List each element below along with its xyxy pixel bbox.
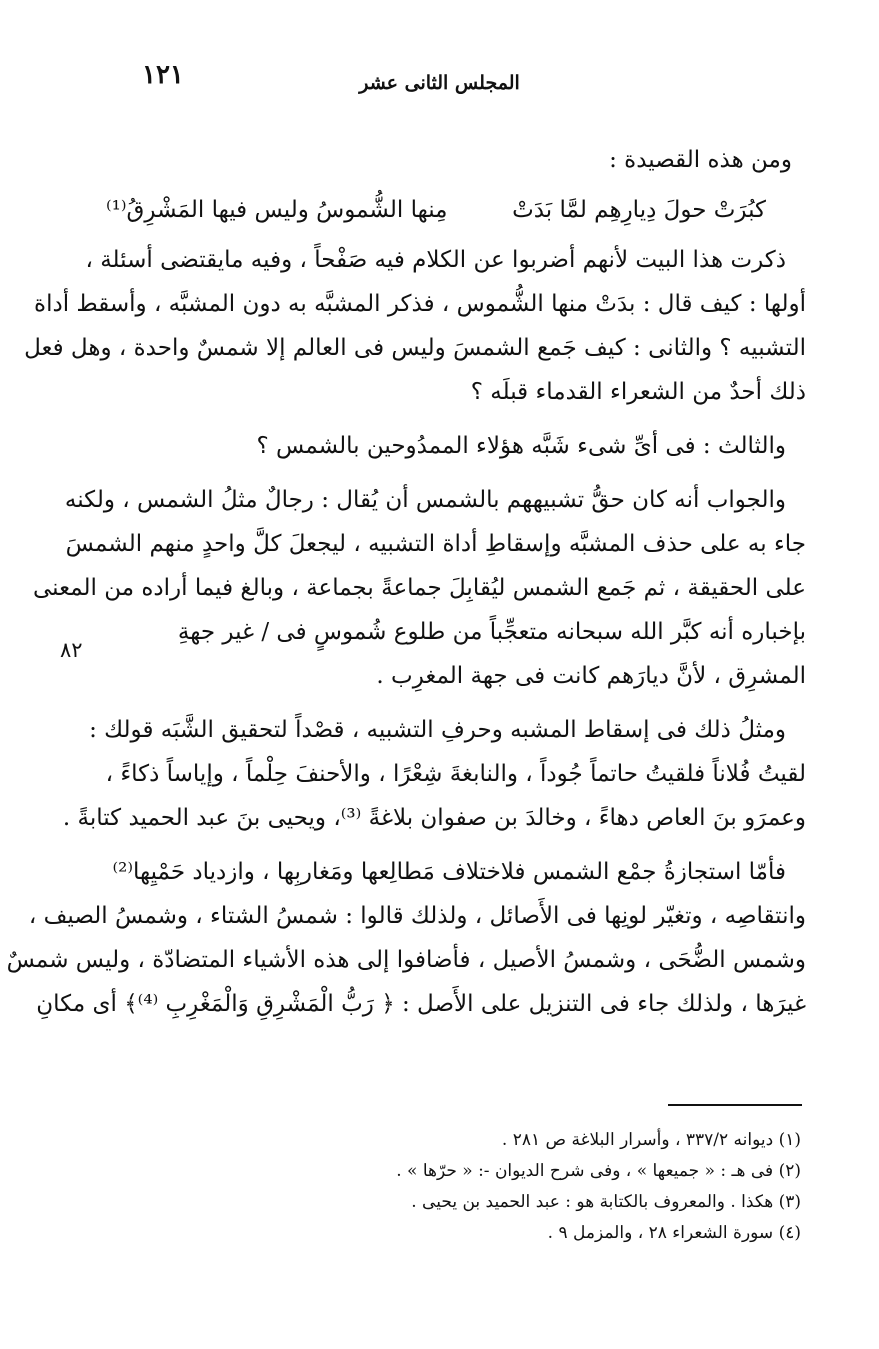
poem-verse: [106, 188, 806, 234]
text-line: التشبيه ؟ والثانى : كيف جَمع الشمسَ وليس فى العالم إلا شمسٌ واحدة ، وهل فعل: [24, 335, 806, 361]
running-title: المجلس الثانى عشر: [359, 72, 520, 94]
footnote-divider: [668, 1104, 802, 1106]
margin-page-number: ٨٢: [60, 638, 83, 662]
text-line: أولها : كيف قال : بدَتْ منها الشُّموس ، فذكر المشبَّه به دون المشبَّه ، وأسقط أداة: [34, 291, 806, 317]
footnote: (٣) هكذا . والمعروف بالكتابة هو : عبد الحميد بن يحيى .: [411, 1192, 801, 1212]
verse-second-hemistich: مِنها الشُّموسُ وليس فيها المَشْرِقُ⁽¹⁾: [106, 197, 448, 223]
verse-first-hemistich: كبُرَتْ حولَ دِيارِهِم لمَّا بَدَتْ: [512, 197, 766, 223]
text-line: وانتقاصِه ، وتغيّر لونِها فى الأَصائل ، ولذلك قالوا : شمسُ الشتاء ، وشمسُ الصيف ،: [28, 903, 806, 929]
text-line: بإخباره أنه كبَّر الله سبحانه متعجِّباً من طلوع شُموسٍ فى / غير جهةِ: [177, 619, 806, 645]
text-line: والجواب أنه كان حقُّ تشبيههم بالشمس أن يُقال : رجالٌ مثلُ الشمس ، ولكنه: [64, 487, 786, 513]
footnote: (٤) سورة الشعراء ٢٨ ، والمزمل ٩ .: [547, 1223, 801, 1243]
text-line: وشمس الضُّحَى ، وشمسُ الأصيل ، فأضافوا إلى هذه الأشياء المتضادّة ، وليس شمسٌ: [6, 947, 806, 973]
text-line: على الحقيقة ، ثم جَمع الشمس ليُقابِلَ جماعةً بجماعة ، وبالغ فيما أراده من المعنى: [32, 575, 806, 601]
footnotes: [201, 1125, 801, 1249]
page-number: ١٢١: [142, 60, 184, 90]
text-line: غيرَها ، ولذلك جاء فى التنزيل على الأَصل : ﴿ رَبُّ الْمَشْرِقِ وَالْمَغْرِبِ ⁽⁴⁾﴾ أى مكانِ: [36, 991, 806, 1017]
text-line: ذلك أحدٌ من الشعراء القدماء قبلَه ؟: [470, 379, 806, 405]
text-line: المشرِق ، لأنَّ ديارَهم كانت فى جهة المغرِب .: [376, 663, 806, 689]
text-line: لقيتُ فُلاناً فلقيتُ حاتماً جُوداً ، والنابغةَ شِعْرًا ، والأحنفَ حِلْماً ، وإياساً ذكاءً ،: [105, 761, 806, 787]
text-line: فأمّا استجازةُ جمْع الشمس فلاختلاف مَطالِعها ومَغاربِها ، وازدياد حَمْيِها⁽²⁾: [112, 859, 786, 885]
text-line: وعمرَو بنَ العاص دهاءً ، وخالدَ بن صفوان بلاغةً ⁽³⁾، ويحيى بنَ عبد الحميد كتابةً .: [62, 805, 806, 831]
text-line: ومثلُ ذلك فى إسقاط المشبه وحرفِ التشبيه ، قصْداً لتحقيق الشَّبَه قولك :: [89, 717, 786, 743]
footnote: (١) ديوانه ٣٣٧/٢ ، وأسرار البلاغة ص ٢٨١ .: [501, 1130, 801, 1150]
text-line: ذكرت هذا البيت لأنهم أضربوا عن الكلام فيه صَفْحاً ، وفيه مايقتضى أسئلة ،: [85, 247, 786, 273]
text-line: جاء به على حذف المشبَّه وإسقاطِ أداة التشبيه ، ليجعلَ كلَّ واحدٍ منهم الشمسَ: [65, 531, 806, 557]
text-line: والثالث : فى أىِّ شىء شَبَّه هؤلاء الممدُوحين بالشمس ؟: [256, 433, 786, 459]
footnote: (٢) فى هـ : « جميعها » ، وفى شرح الديوان -: « حرّها » .: [396, 1161, 801, 1181]
intro-line: ومن هذه القصيدة :: [609, 147, 792, 173]
